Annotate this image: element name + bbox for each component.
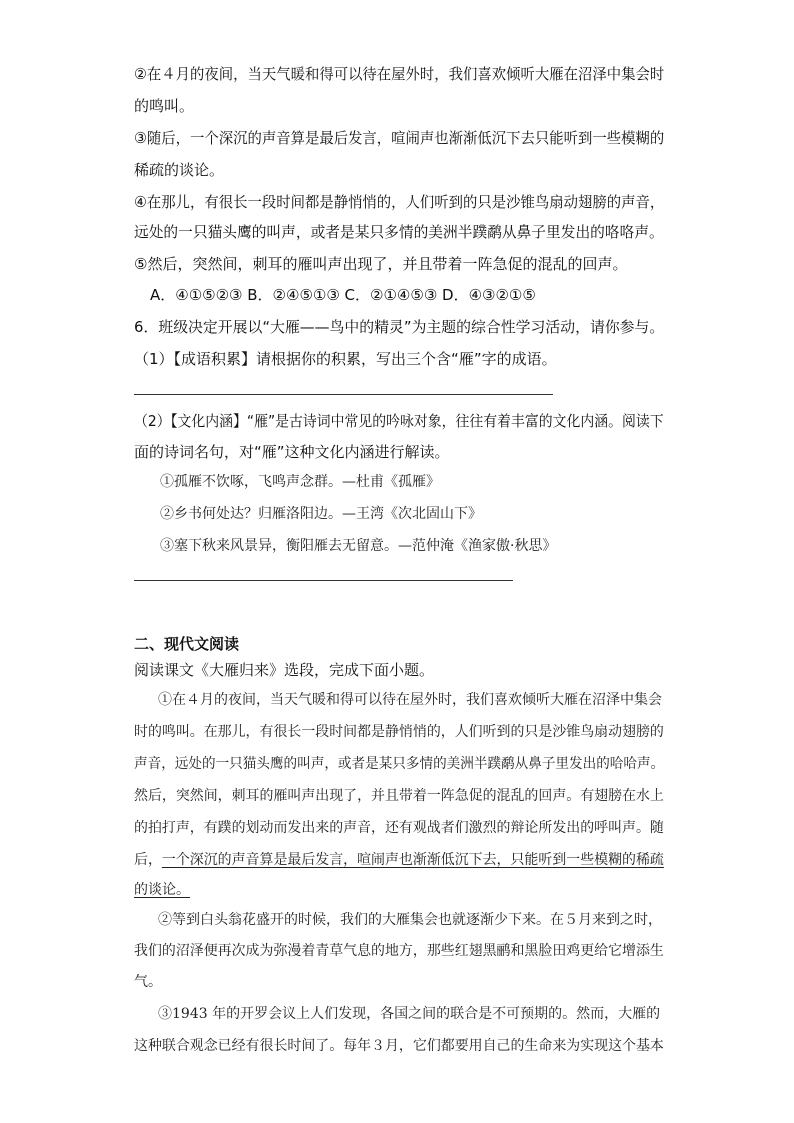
passage-p1-line-6 bbox=[134, 850, 664, 870]
sentence-5-line-1: ⑤然后，突然间，刺耳的雁叫声出现了，并且带着一阵急促的混乱的回声。 bbox=[134, 255, 628, 273]
sentence-2-line-2: 的鸣叫。 bbox=[134, 97, 195, 115]
reading-intro: 阅读课文《大雁归来》选段，完成下面小题。 bbox=[134, 661, 435, 679]
poem-line-1: ①孤雁不饮啄，飞鸣声念群。—杜甫《孤雁》 bbox=[160, 474, 440, 490]
answer-blank-1[interactable] bbox=[134, 394, 553, 395]
passage-p2-line-1: ②等到白头翁花盛开的时候，我们的大雁集会也就逐渐少下来。在５月来到之时， bbox=[158, 912, 662, 928]
question-6-sub-1: （1）【成语积累】请根据你的积累，写出三个含“雁”字的成语。 bbox=[134, 350, 557, 368]
passage-p1-line-4: 然后，突然间，刺耳的雁叫声出现了，并且带着一阵急促的混乱的回声。有翅膀在水上 bbox=[134, 788, 664, 804]
passage-p2-line-2: 我们的沼泽便再次成为弥漫着青草气息的地方，那些红翅黑鹂和黑脸田鸡更给它增添生 bbox=[134, 943, 664, 959]
underlined-sentence-part-2: 的谈论。 bbox=[134, 882, 190, 898]
passage-p3-line-1: ③1943 年的开罗会议上人们发现，各国之间的联合是不可预期的。然而，大雁的 bbox=[158, 1006, 661, 1022]
passage-p1-line-2: 时的鸣叫。在那儿，有很长一段时间都是静悄悄的，人们听到的只是沙锥鸟扇动翅膀的 bbox=[134, 724, 664, 740]
passage-p2-line-3: 气。 bbox=[134, 974, 162, 990]
section-heading: 二、现代文阅读 bbox=[134, 635, 240, 653]
passage-p1-line-1: ①在４月的夜间，当天气暖和得可以待在屋外时，我们喜欢倾听大雁在沼泽中集会 bbox=[158, 692, 662, 708]
sentence-3-line-2: 稀疏的谈论。 bbox=[134, 161, 225, 179]
sentence-4-line-2: 远处的一只猫头鹰的叫声，或者是某只多情的美洲半蹼鹬从鼻子里发出的咯咯声。 bbox=[134, 223, 664, 241]
question-6-sub-2-line-2: 面的诗词名句，对“雁”这种文化内涵进行解读。 bbox=[134, 443, 450, 461]
sentence-2-line-1: ②在４月的夜间，当天气暖和得可以待在屋外时，我们喜欢倾听大雁在沼泽中集会时 bbox=[134, 65, 665, 83]
poem-line-3: ③塞下秋来风景异，衡阳雁去无留意。—范仲淹《渔家傲·秋思》 bbox=[160, 538, 557, 554]
passage-p3-line-2: 这种联合观念已经有很长时间了。每年３月，它们都要用自己的生命来为实现这个基本 bbox=[134, 1038, 664, 1054]
answer-blank-2[interactable] bbox=[134, 580, 513, 581]
passage-p1-line-5: 的拍打声，有蹼的划动而发出来的声音，还有观战者们激烈的辩论所发出的呼叫声。随 bbox=[134, 820, 664, 836]
sentence-4-line-1: ④在那儿，有很长一段时间都是静悄悄的，人们听到的只是沙锥鸟扇动翅膀的声音， bbox=[134, 193, 665, 211]
question-6-sub-2-line-1: （2）【文化内涵】“雁”是古诗词中常见的吟咏对象，往往有着丰富的文化内涵。阅读下 bbox=[134, 412, 664, 430]
sentence-3-line-1: ③随后，一个深沉的声音算是最后发言，喧闹声也渐渐低沉下去只能听到一些模糊的 bbox=[134, 129, 665, 147]
answer-options: A．④①⑤②③ B．②④⑤①③ C．②①④⑤③ D．④③②①⑤ bbox=[150, 286, 536, 304]
poem-line-2: ②乡书何处达？归雁洛阳边。—王湾《次北固山下》 bbox=[160, 506, 482, 522]
underlined-sentence-part-1: 一个深沉的声音算是最后发言，喧闹声也渐渐低沉下去，只能听到一些模糊的稀疏 bbox=[161, 852, 664, 868]
passage-p1-line-6-lead: 后， bbox=[134, 852, 162, 868]
passage-p1-line-3: 声音，远处的一只猫头鹰的叫声，或者是某只多情的美洲半蹼鹬从鼻子里发出的哈哈声。 bbox=[134, 756, 665, 772]
question-6-stem: 6．班级决定开展以“大雁——鸟中的精灵”为主题的综合性学习活动，请你参与。 bbox=[134, 318, 665, 336]
